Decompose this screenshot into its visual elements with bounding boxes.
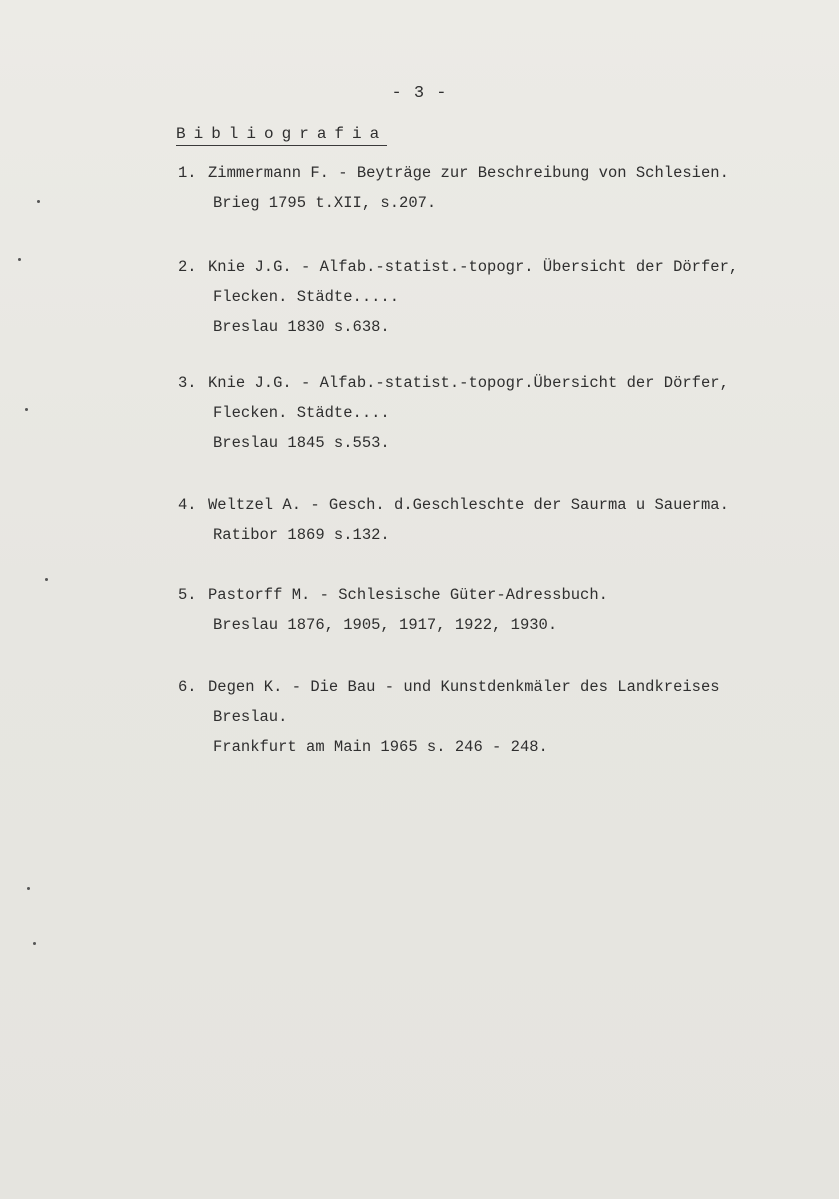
entry-number: 5. [178, 586, 197, 604]
bibliography-entry-3 [178, 368, 729, 458]
entry-line: Breslau 1876, 1905, 1917, 1922, 1930. [213, 616, 558, 634]
entry-number: 1. [178, 164, 197, 182]
entry-line: Frankfurt am Main 1965 s. 246 - 248. [213, 738, 548, 756]
bibliography-heading: Bibliografia [176, 125, 387, 146]
entry-line: Breslau 1830 s.638. [213, 318, 390, 336]
bibliography-entry-4 [178, 490, 729, 550]
entry-line: Knie J.G. - Alfab.-statist.-topogr. Übersicht der Dörfer, [208, 258, 739, 276]
entry-line: Knie J.G. - Alfab.-statist.-topogr.Übersicht der Dörfer, [208, 374, 729, 392]
entry-number: 3. [178, 374, 197, 392]
entry-line: Degen K. - Die Bau - und Kunstdenkmäler des Landkreises [208, 678, 720, 696]
entry-line: Ratibor 1869 s.132. [213, 526, 390, 544]
paper-speck [27, 887, 30, 890]
paper-speck [45, 578, 48, 581]
paper-speck [18, 258, 21, 261]
entry-line: Zimmermann F. - Beyträge zur Beschreibung von Schlesien. [208, 164, 729, 182]
entry-number: 6. [178, 678, 197, 696]
page-number: - 3 - [391, 84, 448, 103]
entry-line: Weltzel A. - Gesch. d.Geschleschte der Saurma u Sauerma. [208, 496, 729, 514]
entry-line: Breslau. [213, 708, 288, 726]
paper-speck [25, 408, 28, 411]
bibliography-entry-5 [178, 580, 608, 640]
entry-line: Breslau 1845 s.553. [213, 434, 390, 452]
entry-line: Pastorff M. - Schlesische Güter-Adressbuch. [208, 586, 608, 604]
entry-number: 4. [178, 496, 197, 514]
bibliography-entry-6 [178, 672, 720, 762]
paper-speck [33, 942, 36, 945]
entry-number: 2. [178, 258, 197, 276]
paper-speck [37, 200, 40, 203]
bibliography-entry-1 [178, 158, 729, 218]
entry-line: Flecken. Städte..... [213, 288, 400, 306]
entry-line: Flecken. Städte.... [213, 404, 390, 422]
entry-line: Brieg 1795 t.XII, s.207. [213, 194, 437, 212]
bibliography-entry-2 [178, 252, 738, 342]
